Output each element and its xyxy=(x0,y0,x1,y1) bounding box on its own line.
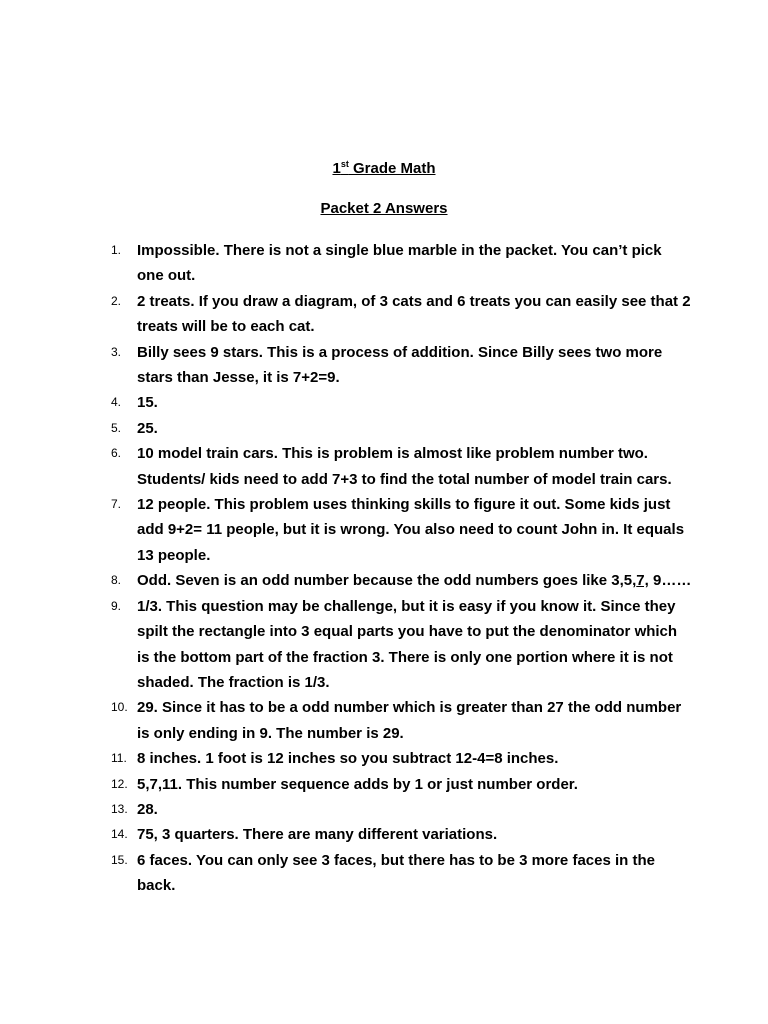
title-prefix: 1 xyxy=(332,160,341,177)
answer-item-12 xyxy=(0,772,768,797)
title-superscript: st xyxy=(340,159,349,169)
answer-text xyxy=(137,568,692,593)
answer-number: 15. xyxy=(111,852,128,867)
answer-number: 6. xyxy=(111,446,122,461)
page-title xyxy=(0,160,768,177)
answer-item-14 xyxy=(0,822,768,847)
answer-text: 6 faces. You can only see 3 faces, but there has to be 3 more faces in the back. xyxy=(137,851,655,895)
answer-text: 75, 3 quarters. There are many different variations. xyxy=(137,826,498,844)
answer-text: Billy sees 9 stars. This is a process of addition. Since Billy sees two more stars than Jesse, it is 7+2=9. xyxy=(137,343,663,387)
answer-text: 25. xyxy=(137,419,158,437)
answer-item-1 xyxy=(0,238,768,289)
answer-item-10 xyxy=(0,695,768,746)
answer-text: 29. Since it has to be a odd number which is greater than 27 the odd number is only ending in 9. The number is 29. xyxy=(137,699,682,742)
answer-number: 1. xyxy=(111,243,122,257)
answer-text-after: 9…… xyxy=(648,572,692,590)
answer-item-4 xyxy=(0,390,768,415)
answer-item-2 xyxy=(0,289,768,340)
answer-text: 15. xyxy=(137,394,158,412)
answer-text: Impossible. There is not a single blue marble in the packet. You can’t pick one out. xyxy=(137,242,662,285)
answer-list xyxy=(0,238,768,899)
answer-number: 10. xyxy=(111,700,128,715)
page-subtitle: Packet 2 Answers xyxy=(320,200,448,217)
answer-number: 7. xyxy=(111,497,122,512)
answer-number: 8. xyxy=(111,573,122,588)
answer-number: 14. xyxy=(111,827,128,842)
title-suffix: Grade Math xyxy=(348,160,436,177)
answer-text: 10 model train cars. This is problem is almost like problem number two. Students/ kids need to add 7+3 to find the total number of model train cars. xyxy=(137,445,672,488)
answer-item-13 xyxy=(0,797,768,822)
answer-number: 13. xyxy=(111,801,128,816)
answer-item-5 xyxy=(0,416,768,441)
answer-text-before: Odd. Seven is an odd number because the odd numbers goes like 3,5, xyxy=(137,572,637,590)
answer-number: 4. xyxy=(111,395,122,410)
answer-number: 9. xyxy=(111,598,122,613)
answer-item-9 xyxy=(0,594,768,696)
answer-text: 12 people. This problem uses thinking skills to figure it out. Some kids just add 9+2= 11 people, but it is wrong. You also need to count John in. It equals 13 people. xyxy=(137,496,685,564)
answer-item-11 xyxy=(0,746,768,771)
answer-number: 12. xyxy=(111,776,128,791)
answer-number: 11. xyxy=(111,751,127,766)
answer-item-6 xyxy=(0,441,768,492)
answer-text: 28. xyxy=(137,800,158,818)
answer-item-8 xyxy=(0,568,768,593)
answer-number: 2. xyxy=(111,293,122,308)
answer-number: 3. xyxy=(111,344,122,359)
answer-text: 2 treats. If you draw a diagram, of 3 cats and 6 treats you can easily see that 2 treats will be to each cat. xyxy=(137,292,691,336)
answer-text-underlined: 7, xyxy=(636,572,649,590)
answer-number: 5. xyxy=(111,420,122,435)
answer-item-7 xyxy=(0,492,768,568)
answer-item-3 xyxy=(0,340,768,391)
answer-item-15 xyxy=(0,848,768,899)
answer-text: 1/3. This question may be challenge, but it is easy if you know it. Since they spilt the rectangle into 3 equal parts you have to put the denominator which is the bottom part of the fraction 3. There is only one portion where it is not shaded. The fraction is 1/3. xyxy=(137,597,678,691)
answer-text: 8 inches. 1 foot is 12 inches so you subtract 12-4=8 inches. xyxy=(137,750,559,768)
answer-text: 5,7,11. This number sequence adds by 1 or just number order. xyxy=(137,775,578,793)
